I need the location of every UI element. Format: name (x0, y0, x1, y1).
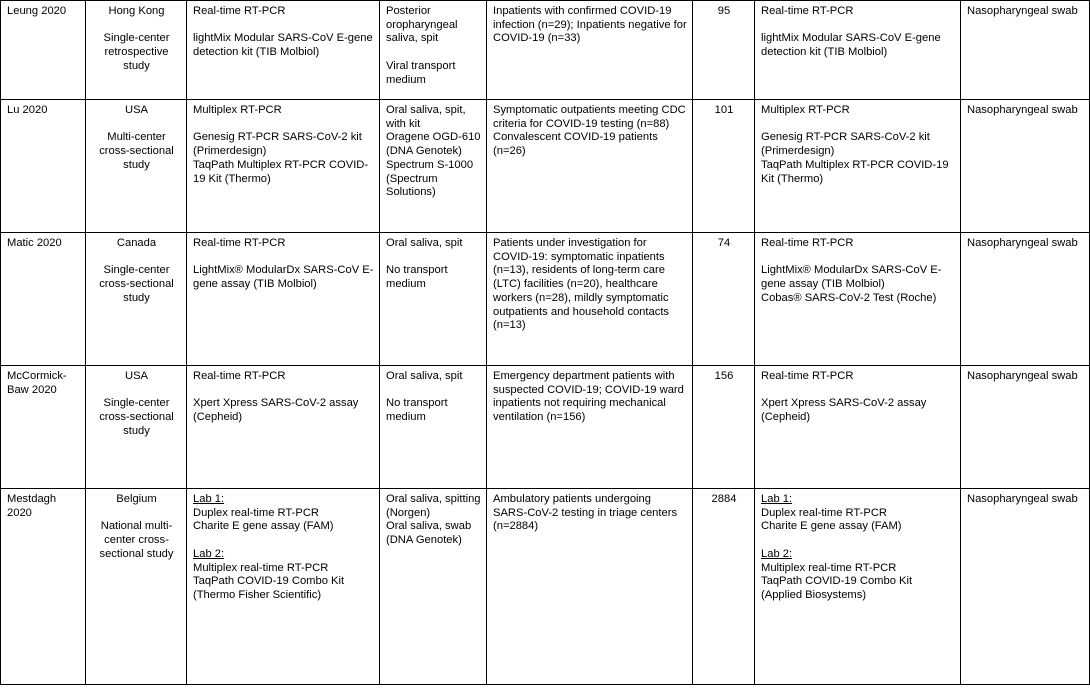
specimen-line: Oragene OGD-610 (DNA Genotek) (386, 131, 481, 158)
table-row (1, 1, 1090, 100)
method: Real-time RT-PCR (193, 237, 286, 249)
country-cell (86, 1, 187, 100)
specimen-line: No transport medium (386, 397, 448, 424)
assay: Genesig RT-PCR SARS-CoV-2 kit (Primerdesign) (761, 131, 930, 158)
method: Multiplex real-time RT-PCR (761, 561, 897, 574)
country-cell (86, 489, 187, 685)
index-test-cell (187, 489, 380, 685)
assay: Xpert Xpress SARS-CoV-2 assay (Cepheid) (761, 397, 927, 424)
index-test-cell (187, 366, 380, 489)
specimen-cell (380, 233, 487, 366)
population-cell (487, 100, 693, 233)
population-cell: Inpatients with confirmed COVID-19 infection (n=29); Inpatients negative for COVID-19 (n=33) (487, 1, 693, 100)
specimen-line: Spectrum S-1000 (Spectrum Solutions) (386, 158, 474, 199)
index-test-cell (187, 233, 380, 366)
n-cell: 156 (693, 366, 755, 489)
design: Single-center cross-sectional study (99, 397, 174, 437)
specimen-cell (380, 1, 487, 100)
specimen-cell (380, 366, 487, 489)
study-cell: Matic 2020 (1, 233, 86, 366)
population-cell: Patients under investigation for COVID-19: symptomatic inpatients (n=13), residents of long-term care (LTC) facilities (n=20), healthcare workers (n=28), mildly symptomatic outpatients and household contacts (n=13) (487, 233, 693, 366)
study-cell: Leung 2020 (1, 1, 86, 100)
method: Multiplex RT-PCR (193, 104, 282, 116)
reference-test-cell (755, 100, 961, 233)
assay: Genesig RT-PCR SARS-CoV-2 kit (Primerdesign) (193, 131, 362, 158)
method: Real-time RT-PCR (193, 370, 286, 382)
assay: Cobas® SARS-CoV-2 Test (Roche) (761, 291, 937, 304)
specimen-line: Oral saliva, spit (386, 370, 463, 382)
specimen-line: Posterior oropharyngeal saliva, spit (386, 5, 458, 45)
reference-test-cell (755, 1, 961, 100)
country: Canada (116, 237, 157, 249)
n-cell: 101 (693, 100, 755, 233)
n-cell: 74 (693, 233, 755, 366)
index-test-cell (187, 100, 380, 233)
assay: lightMix Modular SARS-CoV E-gene detection kit (TIB Molbiol) (193, 32, 373, 59)
method: Duplex real-time RT-PCR (761, 506, 887, 519)
lab-heading: Lab 1: (193, 493, 225, 505)
reference-specimen-cell: Nasopharyngeal swab (961, 1, 1090, 100)
assay: TaqPath Multiplex RT-PCR COVID-19 Kit (Thermo) (761, 158, 949, 185)
population-cell: Ambulatory patients undergoing SARS-CoV-2 testing in triage centers (n=2884) (487, 489, 693, 685)
study-cell: Lu 2020 (1, 100, 86, 233)
assay: LightMix® ModularDx SARS-CoV E-gene assay (TIB Molbiol) (193, 264, 374, 291)
study-cell: Mestdagh 2020 (1, 489, 86, 685)
method: Real-time RT-PCR (761, 370, 854, 382)
specimen-line: Oral saliva, swab (DNA Genotek) (386, 520, 472, 547)
assay: Xpert Xpress SARS-CoV-2 assay (Cepheid) (193, 397, 359, 424)
design: Multi-center cross-sectional study (99, 131, 174, 171)
assay: lightMix Modular SARS-CoV E-gene detection kit (TIB Molbiol) (761, 32, 941, 59)
table-row (1, 233, 1090, 366)
assay: LightMix® ModularDx SARS-CoV E-gene assay (TIB Molbiol) (761, 264, 942, 291)
assay: TaqPath COVID-19 Combo Kit (Thermo Fisher Scientific) (193, 575, 345, 601)
n-cell: 2884 (693, 489, 755, 685)
reference-specimen-cell: Nasopharyngeal swab (961, 100, 1090, 233)
specimen-line: Oral saliva, spit, with kit (386, 104, 466, 130)
specimen-line: Oral saliva, spitting (Norgen) (386, 493, 481, 519)
reference-test-cell (755, 489, 961, 685)
reference-specimen-cell: Nasopharyngeal swab (961, 366, 1090, 489)
design: Single-center cross-sectional study (99, 264, 174, 304)
assay: Charite E gene assay (FAM) (193, 520, 334, 533)
specimen-line: No transport medium (386, 264, 448, 291)
study-cell: McCormick-Baw 2020 (1, 366, 86, 489)
design: National multi-center cross-sectional study (99, 520, 174, 560)
country: Hong Kong (108, 5, 165, 17)
reference-specimen-cell: Nasopharyngeal swab (961, 489, 1090, 685)
assay: TaqPath COVID-19 Combo Kit (Applied Biosystems) (761, 575, 913, 601)
country: Belgium (116, 493, 157, 505)
country: USA (124, 104, 148, 116)
country: USA (124, 370, 148, 382)
assay: TaqPath Multiplex RT-PCR COVID-19 Kit (Thermo) (193, 158, 369, 185)
specimen-line: Viral transport medium (386, 59, 456, 86)
lab-heading: Lab 2: (761, 547, 793, 560)
assay: Charite E gene assay (FAM) (761, 520, 902, 533)
population-line: Symptomatic outpatients meeting CDC criteria for COVID-19 testing (n=88) (493, 104, 686, 130)
n-cell: 95 (693, 1, 755, 100)
lab-heading: Lab 1: (761, 493, 793, 505)
lab-heading: Lab 2: (193, 547, 225, 560)
method: Real-time RT-PCR (761, 5, 854, 17)
index-test-cell (187, 1, 380, 100)
specimen-cell (380, 100, 487, 233)
population-cell: Emergency department patients with suspected COVID-19; COVID-19 ward inpatients not requiring mechanical ventilation (n=156) (487, 366, 693, 489)
method: Real-time RT-PCR (193, 5, 286, 17)
design: Single-center retrospective study (103, 32, 170, 72)
method: Multiplex real-time RT-PCR (193, 561, 329, 574)
country-cell (86, 233, 187, 366)
table-row (1, 100, 1090, 233)
reference-test-cell (755, 233, 961, 366)
reference-test-cell (755, 366, 961, 489)
table-row (1, 366, 1090, 489)
table-row (1, 489, 1090, 685)
specimen-cell (380, 489, 487, 685)
specimen-line: Oral saliva, spit (386, 237, 463, 249)
country-cell (86, 100, 187, 233)
method: Duplex real-time RT-PCR (193, 506, 319, 519)
method: Real-time RT-PCR (761, 237, 854, 249)
reference-specimen-cell: Nasopharyngeal swab (961, 233, 1090, 366)
population-line: Convalescent COVID-19 patients (n=26) (493, 131, 658, 158)
country-cell (86, 366, 187, 489)
method: Multiplex RT-PCR (761, 104, 850, 116)
